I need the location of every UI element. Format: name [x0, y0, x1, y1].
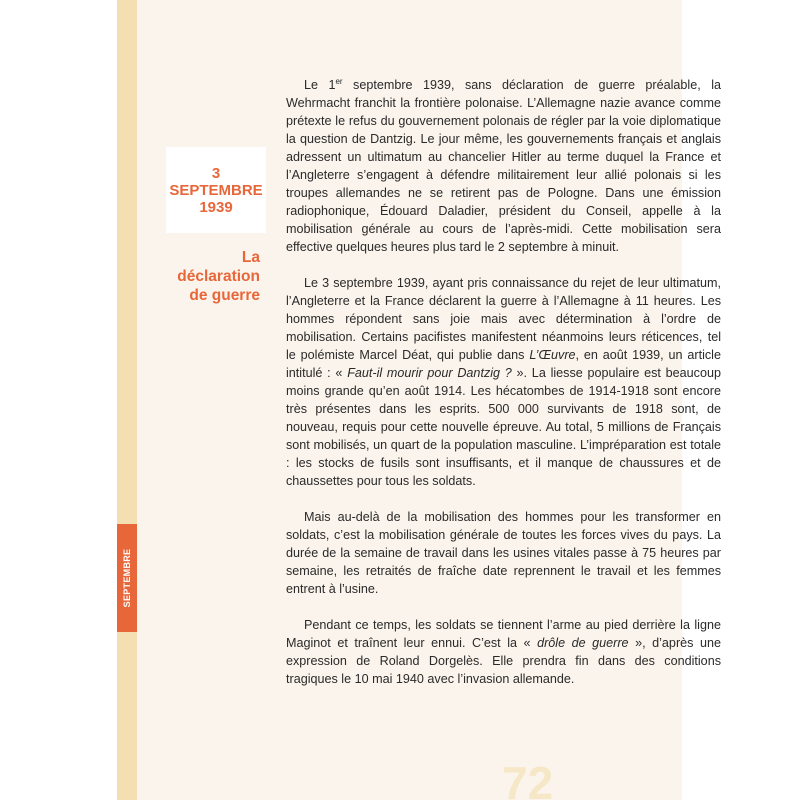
p1-start: Le 1 — [304, 78, 336, 92]
p4-part-b: », d’après une expression de Roland Dorgelès. Elle prendra fin dans des conditions tragiques le 10 mai 1940 avec l’invasion allemande. — [286, 636, 721, 686]
paragraph-2 — [286, 274, 721, 490]
paragraph-4 — [286, 616, 721, 688]
date-month: SEPTEMBRE — [169, 181, 263, 199]
p2-article-title: Faut-il mourir pour Dantzig ? — [347, 366, 512, 380]
p2-journal-title: L’Œuvre — [529, 348, 576, 362]
paragraph-3: Mais au-delà de la mobilisation des hommes pour les transformer en soldats, c’est la mobilisation générale de toutes les forces vives du pays. La durée de la semaine de travail dans les usines vitales passe à 75 heures par semaine, les retraités de fraîche date reprennent le travail et les femmes entrent à l’usine. — [286, 510, 721, 596]
body-text — [286, 76, 721, 706]
heading-line-3: de guerre — [189, 287, 260, 304]
heading-line-1: La — [241, 249, 260, 266]
p4-part-a: Pendant ce temps, les soldats se tiennent l’arme au pied derrière la ligne Maginot et traînent leur ennui. C’est la « — [286, 618, 721, 650]
date-box — [166, 147, 266, 233]
section-heading — [140, 248, 260, 305]
heading-line-2: déclaration — [177, 268, 260, 285]
date-day: 3 — [211, 164, 221, 182]
month-tab — [117, 524, 137, 632]
side-strip — [117, 0, 137, 800]
p2-part-b: , en août 1939, un article intitulé : « — [286, 348, 721, 380]
p2-part-a: Le 3 septembre 1939, ayant pris connaissance du rejet de leur ultimatum, l’Angleterre et la France déclarent la guerre à l’Allemagne à 11 heures. Les hommes répondent sans joie mais avec détermination à l’ordre de mobilisation. Certains pacifistes manifestent néanmoins leurs réticences, tel le polémiste Marcel Déat, qui publie dans — [286, 276, 721, 362]
month-tab-label: SEPTEMBRE — [122, 548, 132, 608]
paragraph-1 — [286, 76, 721, 256]
p1-rest: septembre 1939, sans déclaration de guerre préalable, la Wehrmacht franchit la frontière polonaise. L’Allemagne nazie avance comme prétexte le refus du gouvernement polonais de régler par la voie diplomatique la question de Dantzig. Le jour même, les gouvernements français et anglais adressent un ultimatum au chancelier Hitler au terme duquel la France et l’Angleterre s’engagent à défendre militairement leur allié polonais si les troupes allemandes ne se retirent pas de Pologne. Dans une émission radiophonique, Édouard Daladier, président du Conseil, appelle à la mobilisation générale au cours de l’après-midi. Cette mobilisation sera effective quelques heures plus tard le 2 septembre à minuit. — [286, 78, 721, 254]
page-number: 72 — [502, 757, 554, 809]
p1-superscript: er — [335, 76, 343, 86]
p4-phrase: drôle de guerre — [537, 636, 629, 650]
p2-part-c: ». La liesse populaire est beaucoup moins grande qu’en août 1914. Les hécatombes de 1914-1918 sont encore très présentes dans les esprits. 500 000 survivants de 1918 sont, de nouveau, requis pour cette nouvelle épreuve. Au total, 5 millions de Français sont mobilisés, un quart de la population masculine. L’impréparation est totale : les stocks de fusils sont insuffisants, et il manque de chaussures et de chaussettes pour tous les soldats. — [286, 366, 721, 488]
date-year: 1939 — [199, 198, 233, 216]
